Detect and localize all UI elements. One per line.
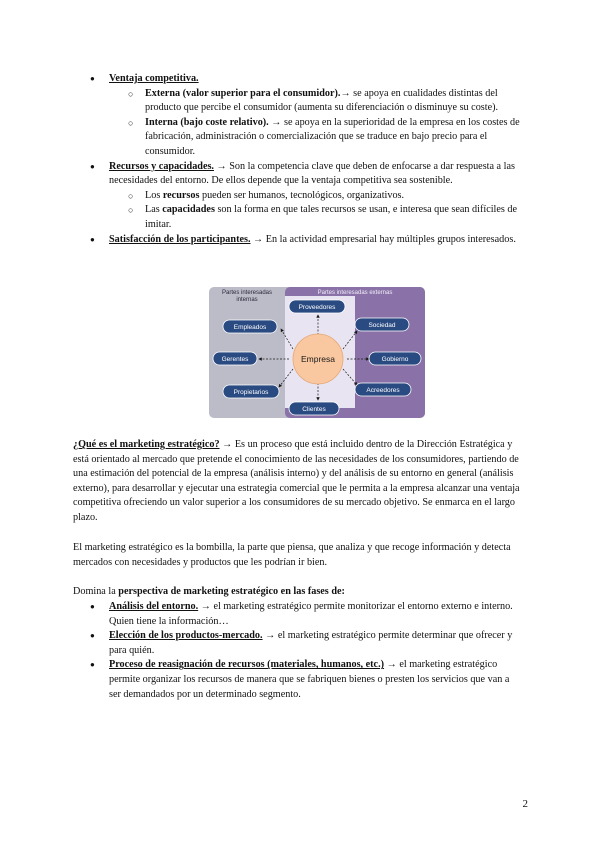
node-gerentes [213,352,257,365]
bullet-fase-entorno [90,600,520,629]
recursos-rest: pueden ser humanos, tecnológicos, organizativos. [199,189,405,201]
node-acreedores-label: Acreedores [366,387,400,394]
question-title: ¿Qué es el marketing estratégico? [73,439,220,450]
external-header: Partes interesadas externas [317,290,393,296]
bullet-fase-reasignacion [90,658,520,702]
fase-entorno-title: Análisis del entorno. [109,601,199,612]
sublist-recursos [109,189,520,233]
subbullet-recursos [109,189,520,204]
las-text: Las [145,204,163,216]
recursos-title: Recursos y capacidades. [109,160,214,172]
fase-reasignacion-text: → el marketing estratégico permite organizar los recursos de manera que se fabriquen bienes o presten los servicios que van a ser demandados por un determinado segmento. [109,659,510,700]
bullet-satisfaccion [90,233,520,248]
node-sociedad [355,318,409,331]
fase-productos-text: → el marketing estratégico permite determinar que ofrecer y para quién. [109,630,513,656]
question-paragraph [73,438,523,526]
node-propietarios-label: Propietarios [233,389,269,396]
satisfaccion-text: → En la actividad empresarial hay múltiples grupos interesados. [250,233,516,245]
interna-text: → se apoya en la superioridad de la empresa en los costes de fabricación, administración o comercialización que se traduce en bajo precio para el consumidor. [145,116,520,157]
ventaja-title: Ventaja competitiva. [109,73,199,84]
recursos-text: → Son la competencia clave que deben de enfocarse a dar respuesta a las necesidades del entorno. De ellos depende que la ventaja competitiva sea sostenible. [109,160,515,187]
node-acreedores [355,383,411,396]
company-label: Empresa [300,354,336,364]
bullet-list-fases [90,600,520,702]
node-sociedad-label: Sociedad [368,322,396,329]
node-proveedores-label: Proveedores [298,304,336,311]
fase-entorno-text: → el marketing estratégico permite monitorizar el entorno externo e interno. Quien tiene la información… [109,601,513,627]
node-clientes-label: Clientes [302,406,326,413]
bullet-list-ventaja [90,72,520,247]
node-proveedores [289,300,345,313]
los-text: Los [145,189,163,201]
capacidades-rest: son la forma en que tales recursos se usan, e interesa que sean difíciles de imitar. [145,204,518,230]
interna-bold: Interna (bajo coste relativo). [145,116,269,128]
bullet-recursos [90,160,520,233]
bombilla-paragraph: El marketing estratégico es la bombilla, la parte que piensa, que analiza y que recoge información y detecta mercados con necesidades y productos que les podrían ir bien. [73,542,511,568]
satisfaccion-title: Satisfacción de los participantes. [109,233,251,245]
node-empleados-label: Empleados [233,324,267,331]
node-gobierno-label: Gobierno [381,356,409,363]
externa-text: → se apoya en cualidades distintas del producto que percibe el consumidor (aumenta su diferenciación o disminuye su coste). [145,87,499,114]
node-propietarios [223,385,279,398]
domina-bold: perspectiva de marketing estratégico en las fases de: [118,586,345,597]
bullet-ventaja [90,72,520,160]
node-empleados [223,320,277,333]
subbullet-externa [109,87,520,116]
question-answer: → Es un proceso que está incluido dentro de la Dirección Estratégica y está orientado al mercado que pretende el conocimiento de las necesidades de los consumidores, partiendo de una estimación del potencial de la empresa (análisis interno) y del análisis de su entorno en general (análisis externo), para desarrollar y ejecutar una estrategia comercial que le permita a la empresa alcanzar una ventaja competitiva ofreciendo un valor superior a los consumidores de su mercado objetivo. Se enmarca en el largo plazo. [73,439,520,523]
domina-pre: Domina la [73,586,119,597]
subbullet-capacidades [109,203,520,232]
stakeholder-diagram [209,287,425,418]
node-gerentes-label: Gerentes [221,356,249,363]
sublist-ventaja [109,87,520,160]
page-number: 2 [522,798,528,810]
node-gobierno [369,352,421,365]
domina-paragraph [73,585,523,600]
recursos-bold: recursos [162,189,200,201]
bullet-fase-productos [90,629,520,658]
subbullet-interna [109,116,520,160]
capacidades-bold: capacidades [162,204,215,216]
externa-bold: Externa (valor superior para el consumidor). [145,87,341,99]
fase-productos-title: Elección de los productos-mercado. [109,630,263,642]
node-clientes [289,402,339,415]
fase-reasignacion-title: Proceso de reasignación de recursos (materiales, humanos, etc.) [109,659,385,671]
internal-header: Partes interesadas internas [221,290,273,303]
